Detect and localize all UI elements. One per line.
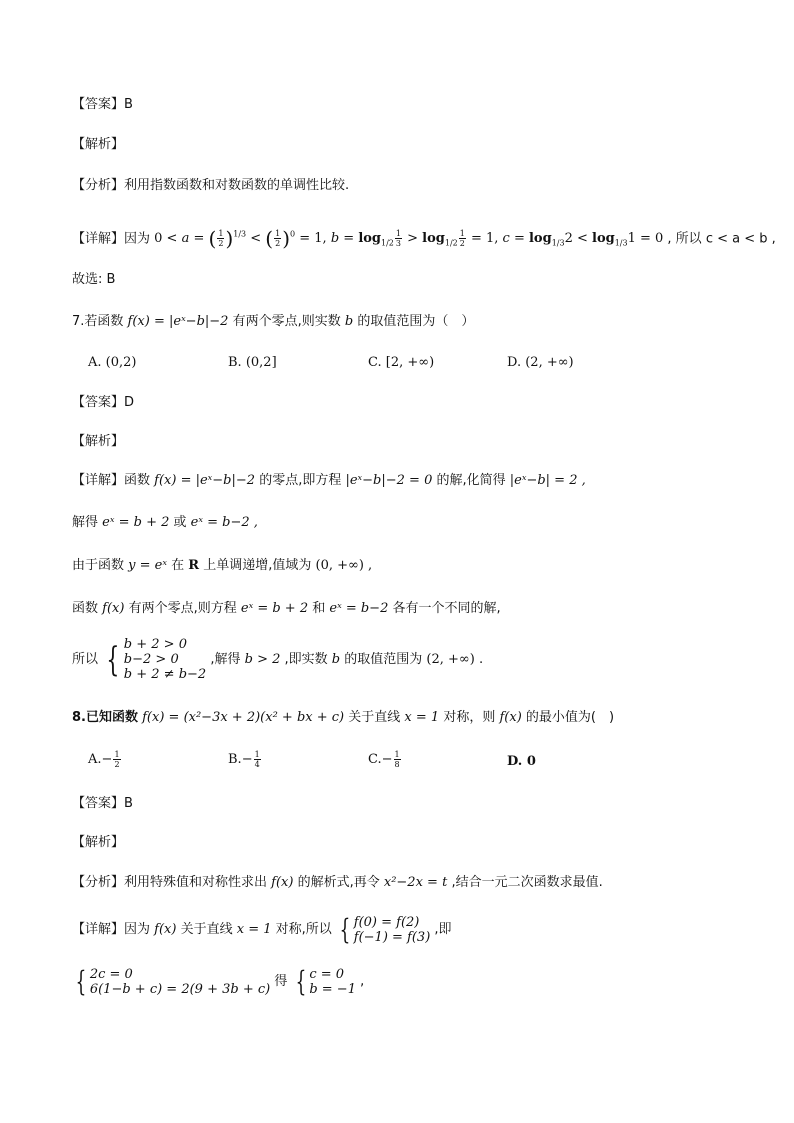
q7-l5a: 所以 (72, 652, 99, 667)
q7-l5e: b (331, 652, 341, 667)
answer-line-q6: 【答案】B (72, 97, 133, 112)
analysis-head-q7: 【解析】 (72, 434, 125, 449)
q7-l3e: 上单调递增,值域为 (203, 558, 312, 573)
q7-l2c: 或 (173, 515, 187, 530)
question-8-stem (72, 709, 614, 727)
q8-db: f(x) (154, 922, 177, 937)
q8-system-b: { 2c = 0 6(1−b + c) = 2(9 + 3b + c) (75, 964, 271, 998)
q8-sysB-row2: 6(1−b + c) = 2(9 + 3b + c) (89, 981, 271, 997)
q8-df: ,即 (434, 922, 452, 937)
q8-detail-line1 (72, 912, 452, 948)
detail-q6 (72, 226, 776, 253)
q7-l4c: 有两个零点,则方程 (128, 601, 237, 616)
q7-l5b: ,解得 (210, 652, 241, 667)
q8-option-d: D. 0 (507, 754, 536, 769)
q8-func: f(x) = (x²−3x + 2)(x² + bx + c) (142, 710, 345, 725)
q7-l5g: (2, +∞) . (426, 652, 484, 667)
q7-var: b (344, 314, 354, 329)
q8-detail-line2 (72, 964, 364, 1000)
q8-fe: ,结合一元二次函数求最值. (451, 875, 603, 890)
q8-de: 对称,所以 (275, 922, 332, 937)
q7-l5f: 的取值范围为 (344, 652, 423, 667)
detail-q6-math: 0 < a = ( $\frac{1}{2}$ )$^{1/3}$ < ( $\frac{1}{2}$ )$^0$ = 1, $b = \log_{1/2}$ $\frac{1}{3}$ > $\log_{1/2}$ $\frac{1}{2}$ = 1, $c = \log_{1/3}2 < \log_{1/3}1 = 0$ (154, 226, 668, 251)
q7-l4e: 和 (312, 601, 326, 616)
q7-l2d: eˣ = b−2 , (190, 515, 258, 530)
q7-suffix: 的取值范围为（ ） (357, 314, 475, 329)
fenxi-q6: 【分析】利用指数函数和对数函数的单调性比较. (72, 178, 350, 193)
answer-line-q7: 【答案】D (72, 395, 135, 410)
q8-dg: 得 (274, 974, 288, 989)
question-7-stem (72, 313, 474, 331)
detail-q6-suffix: , 所以 c < a < b , (667, 231, 776, 247)
q7-d1c: 的零点,即方程 (259, 473, 342, 488)
q7-l4d: eˣ = b + 2 (240, 601, 309, 616)
q7-sys-row1: b + 2 > 0 (123, 637, 187, 652)
q7-d1f: |eˣ−b| = 2 , (509, 473, 586, 488)
q8-dc: 关于直线 (180, 922, 233, 937)
q8-fd: x²−2x = t (383, 875, 448, 890)
q8-system-c: { c = 0 b = −1 (295, 964, 356, 998)
q7-d1a: 【详解】函数 (72, 473, 151, 488)
q7-l4a: 函数 (72, 601, 99, 616)
q7-detail-line5 (72, 637, 483, 683)
q8-sysA-row1: f(0) = f(2) (353, 914, 420, 930)
q7-system-of-inequalities: { b + 2 > 0 b−2 > 0 b + 2 ≠ b−2 (106, 637, 207, 682)
q7-l4g: 各有一个不同的解, (392, 601, 501, 616)
q8-line: x = 1 (404, 710, 440, 725)
q8-fa: 【分析】利用特殊值和对称性求出 (72, 875, 268, 890)
detail-q6-prefix: 【详解】因为 (72, 231, 151, 247)
q8-sysB-row1: 2c = 0 (89, 966, 133, 982)
q8-option-b: B.− $\frac{1}{4}$ (228, 750, 260, 769)
q7-l3b: y = eˣ (128, 558, 167, 573)
q7-option-a: A. (0,2) (88, 355, 137, 370)
q7-l3d: R (188, 558, 200, 573)
q7-sys-row2: b−2 > 0 (123, 652, 179, 667)
q7-mid: 有两个零点,则实数 (232, 314, 341, 329)
answer-line-q8: 【答案】B (72, 796, 133, 811)
q8-dd: x = 1 (236, 922, 272, 937)
q8-fc: 的解析式,再令 (297, 875, 380, 890)
q7-d1b: f(x) = |eˣ−b|−2 (154, 473, 256, 488)
q8-fx: f(x) (499, 710, 522, 725)
q7-detail-line4 (72, 600, 501, 618)
choose-q6: 故选: B (72, 272, 116, 287)
q8-system-a: { f(0) = f(2) f(−1) = f(3) (339, 912, 431, 946)
q7-func: f(x) = |eˣ−b|−2 (127, 314, 229, 329)
q7-detail-line1 (72, 472, 586, 490)
q8-sysA-row2: f(−1) = f(3) (353, 929, 431, 945)
q7-detail-line3 (72, 557, 372, 575)
q7-option-b: B. (0,2] (228, 355, 277, 370)
q7-l3f: (0, +∞) , (315, 558, 373, 573)
q7-l2b: eˣ = b + 2 (102, 515, 170, 530)
q8-sysC-row1: c = 0 (309, 966, 345, 982)
q7-l3c: 在 (171, 558, 185, 573)
q8-fenxi (72, 874, 603, 892)
analysis-head-q8: 【解析】 (72, 835, 125, 850)
q7-d1d: |eˣ−b|−2 = 0 (345, 473, 433, 488)
q7-prefix: 7.若函数 (72, 314, 124, 329)
q8-mid: 关于直线 (348, 710, 401, 725)
q7-d1e: 的解,化简得 (436, 473, 506, 488)
q7-l2a: 解得 (72, 515, 99, 530)
q7-option-c: C. [2, +∞) (368, 355, 435, 370)
q7-l4f: eˣ = b−2 (329, 601, 389, 616)
q7-l5d: ,即实数 (284, 652, 328, 667)
q7-sys-row3: b + 2 ≠ b−2 (123, 667, 207, 682)
q7-l4b: f(x) (102, 601, 125, 616)
q7-detail-line2 (72, 514, 258, 532)
q8-option-c: C.− $\frac{1}{8}$ (368, 750, 400, 769)
q8-suffix: 的最小值为( ) (525, 710, 615, 725)
q8-prefix: 8.已知函数 (72, 710, 138, 725)
q7-l3a: 由于函数 (72, 558, 125, 573)
q7-l5c: b > 2 (244, 652, 281, 667)
q8-sysC-row2: b = −1 (309, 981, 356, 997)
analysis-head-q6: 【解析】 (72, 137, 125, 152)
q8-dh: , (360, 974, 365, 989)
q8-option-a: A.− $\frac{1}{2}$ (88, 750, 120, 769)
q8-mid2: 对称，则 (443, 710, 496, 725)
q8-da: 【详解】因为 (72, 922, 151, 937)
q7-option-d: D. (2, +∞) (507, 355, 574, 370)
q8-fb: f(x) (271, 875, 294, 890)
